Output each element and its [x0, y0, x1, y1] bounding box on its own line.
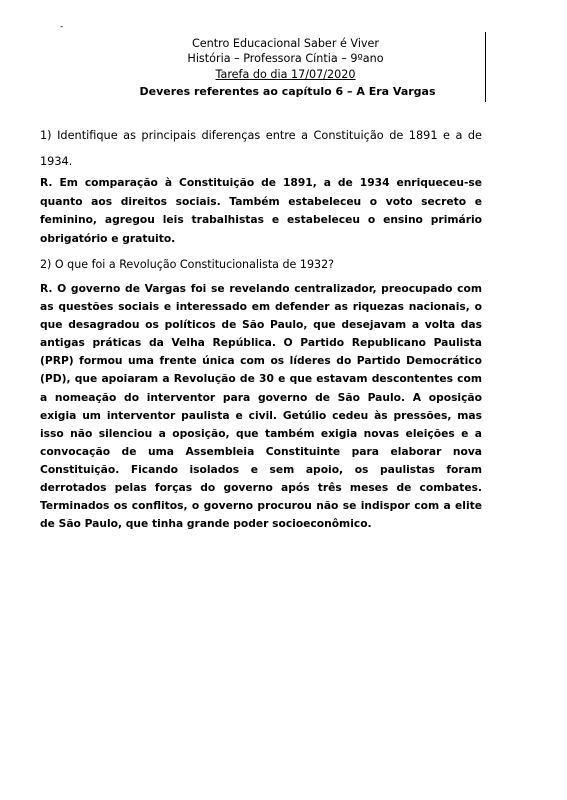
school-name: Centro Educacional Saber é Viver	[191, 37, 380, 50]
answer-1: R. Em comparação à Constituição de 1891, a de 1934 enriqueceu-se quanto aos direitos sociais. Também estabeleceu o voto secreto e feminino, agregou leis trabalhistas e estabeleceu o ensino primário obrigatório e gratuito.	[40, 176, 482, 245]
assignment-date: Tarefa do dia 17/07/2020	[215, 68, 356, 81]
question-1: 1) Identifique as principais diferenças entre a Constituição de 1891 e a de 1934.	[40, 129, 482, 168]
chapter-title: Deveres referentes ao capítulo 6 – A Era Vargas	[139, 85, 436, 98]
stray-mark: -	[60, 22, 64, 32]
question-2: 2) O que foi a Revolução Constitucionalista de 1932?	[40, 258, 335, 271]
subject-teacher-line: História – Professora Cíntia – 9ºano	[187, 52, 384, 65]
answer-2: R. O governo de Vargas foi se revelando centralizador, preocupado com as questões sociais e interessado em defender as riquezas nacionais, o que desagradou os políticos de São Paulo, que desejavam a volta das antigas práticas da Velha República. O Partido Republicano Paulista (PRP) formou uma frente única com os líderes do Partido Democrático (PD), que apoiaram a Revolução de 30 e que estavam descontentes com a nomeação do interventor para governo de São Paulo. A oposição exigia um interventor paulista e civil. Getúlio cedeu às pressões, mas isso não silenciou a oposição, que também exigia novas eleições e a convocação de uma Assembleia Constituinte para elaborar nova Constituição. Ficando isolados e sem apoio, os paulistas foram derrotados pelas forças do governo após três meses de combates. Terminados os conflitos, o governo procurou não se indispor com a elite de São Paulo, que tinha grande poder socioeconômico.	[40, 282, 482, 531]
